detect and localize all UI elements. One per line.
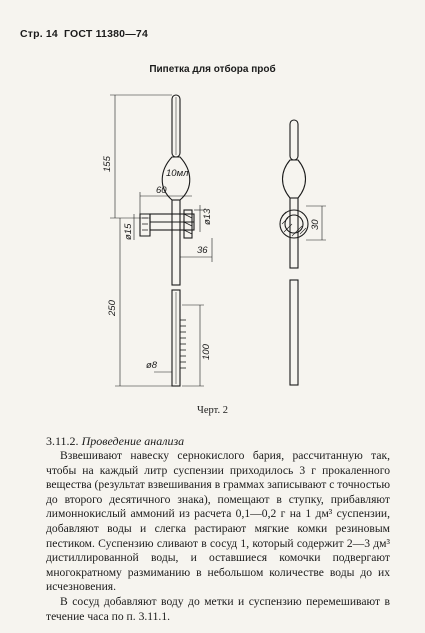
label-dim-d8: ø8 [146,360,158,371]
section-heading [46,434,184,449]
side-view-lower-tube [290,280,298,385]
side-view-top-tube [290,120,298,160]
section-number: 3.11.2. [46,434,79,448]
label-dim-d13: ø13 [202,208,213,225]
paragraph-2: В сосуд добавляют воду до метки и суспензию перемешивают в течение часа по п. 3.11.1. [46,594,390,623]
page-number: 14 [45,28,58,40]
side-view-clamp-inner [285,215,303,233]
standard-reference: ГОСТ 11380—74 [63,28,148,40]
label-dim-36: 36 [197,245,208,256]
label-dim-155: 155 [102,156,113,172]
graduation-marks [180,320,186,368]
label-dim-30: 30 [310,219,321,230]
figure-caption: Черт. 2 [197,405,228,416]
pipette-mid-tube [172,200,180,285]
paragraph-1: Взвешивают навеску сернокислого бария, рассчитанную так, чтобы на каждый литр суспензии приходилось 3 г прокаленного вещества (результат взвешивания в граммах записывают с точностью до второго десятичного знака), помещают в ступку, прибавляют лимоннокислый аммоний из расчета 0,1—0,2 г на 1 дм³ суспензии, добавляют воды и слегка растирают мягкие комки резиновым пестиком. Суспензию сливают в сосуд 1, который содержит 2—3 дм³ дистиллированной воды, и оставшиеся комочки подвергают многократному размиманию в небольшом количестве воды до их исчезновения. [46,449,390,594]
side-view-bulb [283,160,306,198]
label-dim-d15: ø15 [123,223,134,240]
label-volume: 10мл [166,168,189,179]
section-title: Проведение анализа [81,434,185,448]
page-prefix: Стр. [20,28,43,40]
body-text [46,449,390,624]
label-dim-100: 100 [201,344,212,360]
figure-title: Пипетка для отбора проб [149,64,276,75]
label-dim-60: 60 [156,185,167,196]
label-dim-250: 250 [107,300,118,316]
